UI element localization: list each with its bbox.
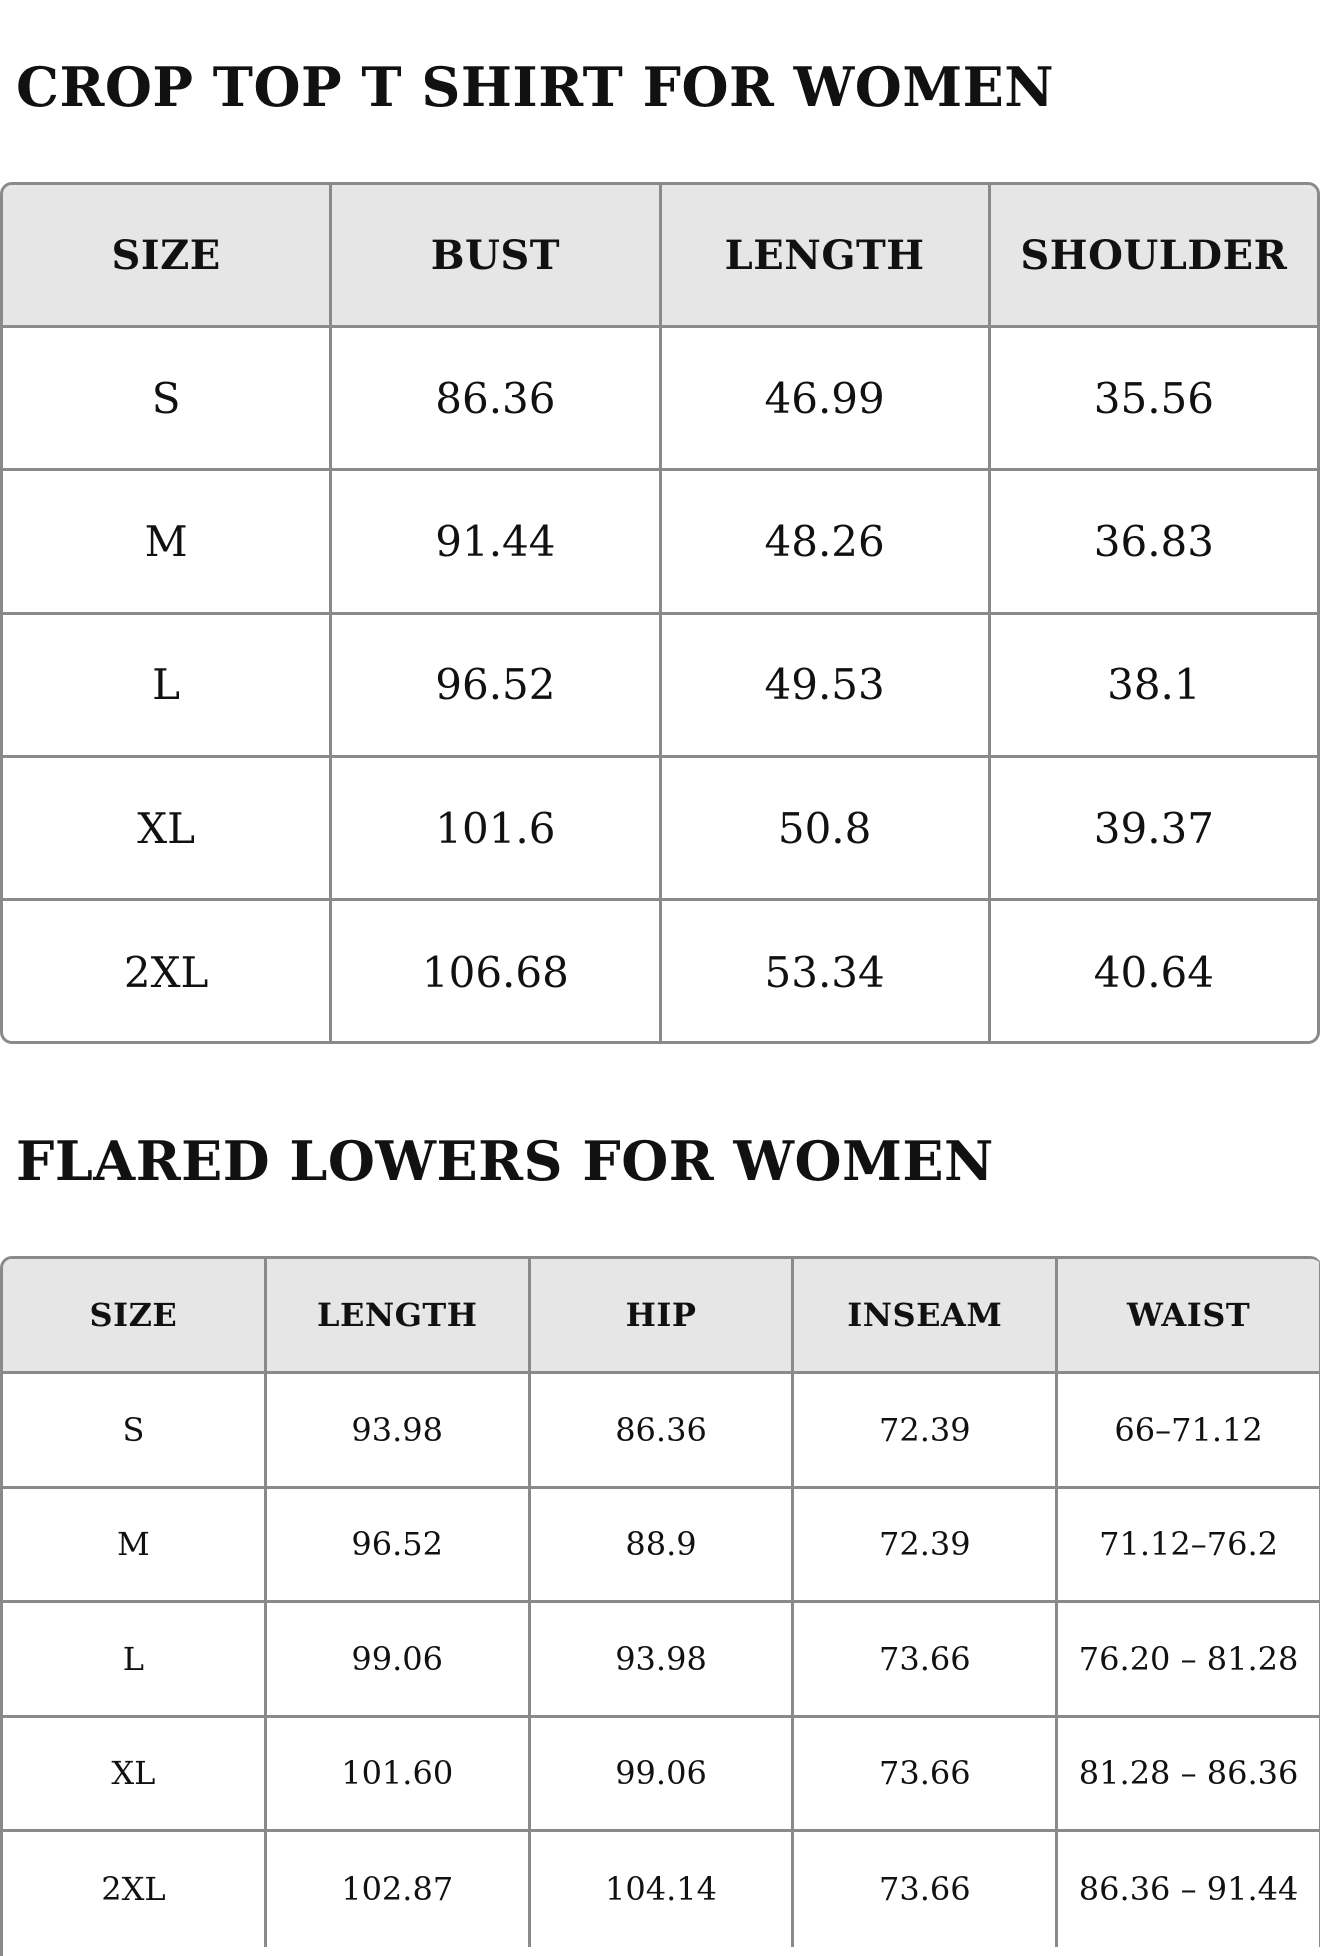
hip-cell: 104.14 bbox=[531, 1832, 795, 1947]
shoulder-cell: 40.64 bbox=[1093, 948, 1214, 998]
table-row bbox=[3, 471, 1317, 614]
shoulder-cell: 39.37 bbox=[1093, 803, 1214, 853]
length-cell: 46.99 bbox=[662, 328, 991, 468]
bust-cell: 101.6 bbox=[332, 758, 661, 898]
header-waist: WAIST bbox=[1058, 1259, 1320, 1371]
waist-cell: 66–71.12 bbox=[1058, 1374, 1320, 1486]
waist-cell: 76.20 – 81.28 bbox=[1058, 1603, 1320, 1715]
length-cell: 99.06 bbox=[267, 1603, 531, 1715]
waist-cell: 86.36 – 91.44 bbox=[1058, 1832, 1320, 1947]
shoulder-cell: 36.83 bbox=[1093, 516, 1214, 566]
hip-cell: 88.9 bbox=[531, 1489, 795, 1601]
header-bust: BUST bbox=[332, 185, 661, 325]
length-cell: 96.52 bbox=[267, 1489, 531, 1601]
size-cell: M bbox=[3, 471, 332, 611]
bust-cell: 91.44 bbox=[332, 471, 661, 611]
hip-cell: 93.98 bbox=[531, 1603, 795, 1715]
waist-cell: 81.28 – 86.36 bbox=[1058, 1718, 1320, 1830]
length-cell: 50.8 bbox=[662, 758, 991, 898]
flared-lowers-size-table bbox=[0, 1256, 1320, 1956]
hip-cell: 86.36 bbox=[531, 1374, 795, 1486]
table-row bbox=[3, 758, 1317, 901]
inseam-cell: 73.66 bbox=[794, 1832, 1058, 1947]
header-size: SIZE bbox=[3, 1259, 267, 1371]
size-cell: L bbox=[3, 1603, 267, 1715]
length-cell: 53.34 bbox=[662, 901, 991, 1044]
table-row bbox=[3, 1374, 1320, 1489]
table-row bbox=[3, 615, 1317, 758]
size-cell: XL bbox=[3, 758, 332, 898]
size-cell: L bbox=[3, 615, 332, 755]
table-row bbox=[3, 1603, 1320, 1718]
hip-cell: 99.06 bbox=[531, 1718, 795, 1830]
header-hip: HIP bbox=[531, 1259, 795, 1371]
size-cell: M bbox=[3, 1489, 267, 1601]
table-row bbox=[3, 1832, 1320, 1947]
header-shoulder: SHOULDER bbox=[1020, 231, 1288, 279]
length-cell: 48.26 bbox=[662, 471, 991, 611]
length-cell: 101.60 bbox=[267, 1718, 531, 1830]
header-length: LENGTH bbox=[267, 1259, 531, 1371]
crop-top-size-table bbox=[0, 182, 1320, 1044]
flared-lowers-title: FLARED LOWERS FOR WOMEN bbox=[16, 1129, 994, 1193]
shoulder-cell: 38.1 bbox=[1107, 660, 1201, 710]
size-cell: S bbox=[3, 328, 332, 468]
length-cell: 49.53 bbox=[662, 615, 991, 755]
table-header-row bbox=[3, 1259, 1320, 1374]
inseam-cell: 72.39 bbox=[794, 1489, 1058, 1601]
length-cell: 93.98 bbox=[267, 1374, 531, 1486]
table-header-row bbox=[3, 185, 1317, 328]
crop-top-title: CROP TOP T SHIRT FOR WOMEN bbox=[16, 55, 1055, 119]
table-row bbox=[3, 901, 1317, 1044]
inseam-cell: 73.66 bbox=[794, 1718, 1058, 1830]
length-cell: 102.87 bbox=[267, 1832, 531, 1947]
table-row bbox=[3, 1718, 1320, 1833]
size-cell: 2XL bbox=[3, 1832, 267, 1947]
shoulder-cell: 35.56 bbox=[1093, 373, 1214, 423]
bust-cell: 86.36 bbox=[332, 328, 661, 468]
header-size: SIZE bbox=[3, 185, 332, 325]
table-row bbox=[3, 328, 1317, 471]
waist-cell: 71.12–76.2 bbox=[1058, 1489, 1320, 1601]
header-length: LENGTH bbox=[662, 185, 991, 325]
inseam-cell: 73.66 bbox=[794, 1603, 1058, 1715]
bust-cell: 96.52 bbox=[332, 615, 661, 755]
bust-cell: 106.68 bbox=[332, 901, 661, 1044]
size-cell: XL bbox=[3, 1718, 267, 1830]
table-row bbox=[3, 1489, 1320, 1604]
size-cell: S bbox=[3, 1374, 267, 1486]
header-inseam: INSEAM bbox=[794, 1259, 1058, 1371]
size-cell: 2XL bbox=[3, 901, 332, 1044]
inseam-cell: 72.39 bbox=[794, 1374, 1058, 1486]
